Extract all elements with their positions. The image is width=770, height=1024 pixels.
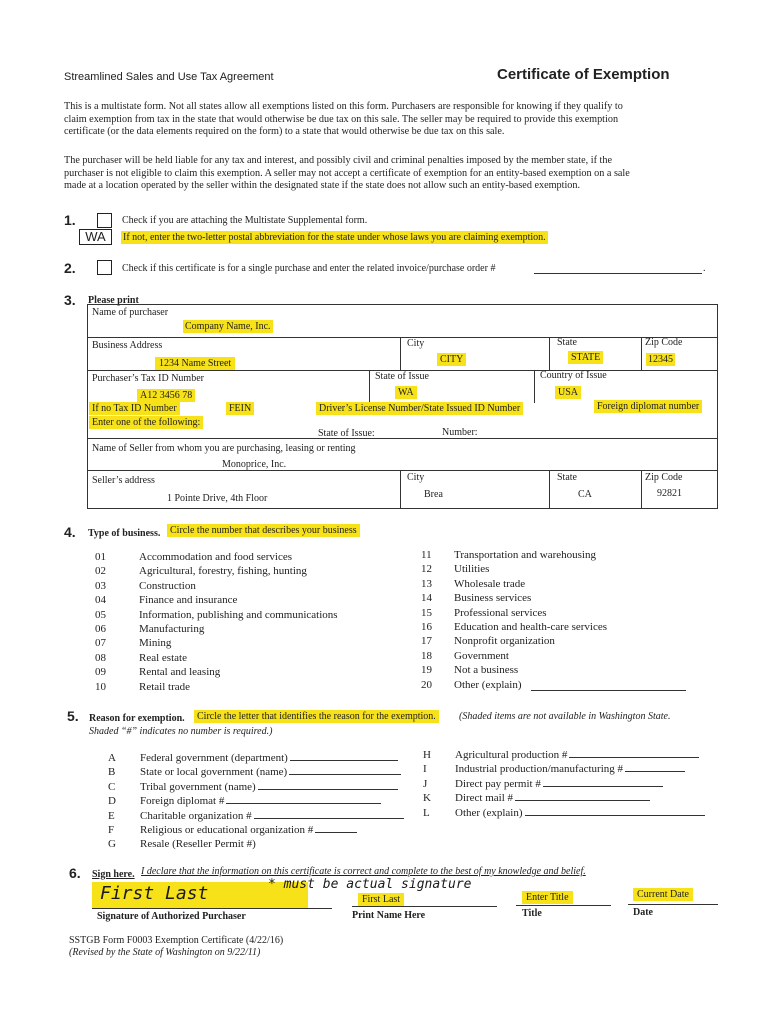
section-4-number: 4. <box>64 524 76 540</box>
declaration-text: I declare that the information on this certificate is correct and complete to the best of my knowledge and belief. <box>141 866 586 877</box>
business-type-code[interactable]: 10 <box>95 680 106 693</box>
signature-note: * must be actual signature <box>268 877 472 892</box>
exemption-reason-code[interactable]: L <box>423 806 430 819</box>
purchaser-name-value[interactable]: Company Name, Inc. <box>185 321 271 332</box>
signature-label: Signature of Authorized Purchaser <box>97 911 246 922</box>
reason-note-2: Shaded “#” indicates no number is required.) <box>89 726 273 737</box>
business-type-name: Mining <box>139 637 172 650</box>
print-name-line <box>352 906 497 907</box>
zip-label: Zip Code <box>645 337 683 348</box>
business-type-name: Finance and insurance <box>139 594 238 607</box>
reason-instruction: Circle the letter that identifies the reason for the exemption. <box>194 710 439 723</box>
exemption-reason-code[interactable]: B <box>108 766 116 779</box>
business-type-item[interactable] <box>421 549 721 563</box>
business-type-item[interactable] <box>95 681 425 695</box>
business-type-code[interactable]: 12 <box>421 563 432 576</box>
exemption-reason-item[interactable] <box>108 781 418 795</box>
state-of-issue-value[interactable]: WA <box>395 386 417 399</box>
business-type-code[interactable]: 18 <box>421 649 432 662</box>
reason-heading: Reason for exemption. <box>89 713 185 724</box>
sign-here-label: Sign here. <box>92 869 135 880</box>
business-type-item[interactable] <box>421 563 721 577</box>
type-of-business-instruction: Circle the number that describes your business <box>167 524 360 537</box>
state-of-issue-label: State of Issue <box>375 371 429 382</box>
exemption-reason-fill-line[interactable] <box>569 757 699 758</box>
exemption-reason-item[interactable] <box>108 810 418 824</box>
business-type-name: Real estate <box>139 651 187 664</box>
state-abbreviation-box[interactable]: WA <box>79 229 112 245</box>
business-address-label: Business Address <box>92 340 163 351</box>
date-label: Date <box>633 907 653 918</box>
business-type-code[interactable]: 01 <box>95 551 106 563</box>
print-name-label: Print Name Here <box>352 910 426 921</box>
business-type-name: Not a business <box>454 664 519 677</box>
exemption-reason-code[interactable]: K <box>423 792 431 805</box>
exemption-reason-name: Tribal government (name) <box>140 781 398 793</box>
business-type-code[interactable]: 02 <box>95 565 106 578</box>
business-type-code[interactable]: 19 <box>421 664 432 677</box>
business-type-name: Other (explain) <box>454 678 522 691</box>
exemption-reason-name: Charitable organization # <box>140 810 404 822</box>
business-type-item[interactable] <box>421 635 721 649</box>
business-address-value[interactable]: 1234 Name Street <box>155 357 235 370</box>
title-label: Title <box>522 908 542 919</box>
business-type-item[interactable] <box>421 621 721 635</box>
no-tax-id-label: If no Tax ID Number <box>89 402 180 415</box>
form-number: SSTGB Form F0003 Exemption Certificate (4/22/16) <box>69 935 284 946</box>
exemption-reason-item[interactable] <box>108 766 418 780</box>
business-type-name: Wholesale trade <box>454 577 526 590</box>
other-explain-line[interactable] <box>531 690 686 691</box>
business-type-name: Utilities <box>454 563 490 576</box>
section-5-number: 5. <box>67 708 79 724</box>
exemption-reason-name: Industrial production/manufacturing # <box>455 763 685 775</box>
intro-paragraph-2: The purchaser will be held liable for any tax and interest, and possibly civil and criminal penalties imposed by the member state, if the purchaser is not eligible to claim this exemption. A seller may not accept a certificate of exemption for an entity-based exemption on a sale made at a location operated by the seller within the designated state if the state does not allow such an entity-based exemption. <box>64 155 630 191</box>
exemption-reason-fill-line[interactable] <box>315 832 357 833</box>
exemption-reason-item[interactable] <box>423 763 723 777</box>
business-type-item[interactable] <box>95 565 425 579</box>
state-label: State <box>557 337 577 348</box>
business-type-code[interactable]: 16 <box>421 620 432 633</box>
revised-note: (Revised by the State of Washington on 9/22/11) <box>69 947 261 958</box>
seller-address-value[interactable]: 1 Pointe Drive, 4th Floor <box>167 493 268 504</box>
exemption-reason-item[interactable] <box>423 792 723 806</box>
business-type-name: Agricultural, forestry, fishing, hunting <box>139 565 307 578</box>
single-purchase-label: Check if this certificate is for a single purchase and enter the related invoice/purchase order # <box>122 263 496 274</box>
exemption-reason-item[interactable] <box>108 838 418 852</box>
exemption-reason-fill-line[interactable] <box>515 800 650 801</box>
business-type-name: Accommodation and food services <box>139 551 293 563</box>
exemption-reason-name: Resale (Reseller Permit #) <box>140 838 256 851</box>
business-type-code[interactable]: 09 <box>95 666 106 679</box>
country-of-issue-label: Country of Issue <box>540 370 607 381</box>
seller-name-label: Name of Seller from whom you are purchasing, leasing or renting <box>92 443 356 454</box>
seller-zip-label: Zip Code <box>645 472 683 483</box>
exemption-reason-name: Religious or educational organization # <box>140 824 357 836</box>
business-type-item[interactable] <box>95 580 425 594</box>
exemption-reason-code[interactable]: H <box>423 749 431 761</box>
reason-note: (Shaded items are not available in Washington State. <box>459 711 671 722</box>
purchaser-name-label: Name of purchaser <box>92 307 169 318</box>
exemption-reason-fill-line[interactable] <box>543 786 663 787</box>
seller-city-value[interactable]: Brea <box>424 489 443 500</box>
business-type-name: Transportation and warehousing <box>454 549 596 561</box>
signature-line <box>92 908 332 909</box>
date-line <box>628 904 718 905</box>
state-value[interactable]: STATE <box>568 351 603 364</box>
exemption-reasons-right <box>423 749 723 821</box>
number-label: Number: <box>442 427 478 438</box>
exemption-reason-code[interactable]: D <box>108 795 116 808</box>
business-type-name: Rental and leasing <box>139 666 221 679</box>
exemption-reason-name: Agricultural production # <box>455 749 699 761</box>
business-type-item[interactable] <box>421 592 721 606</box>
exemption-reason-name: Other (explain) <box>455 807 705 819</box>
single-purchase-checkbox[interactable] <box>97 260 112 275</box>
business-types-right <box>421 549 721 693</box>
city-value[interactable]: CITY <box>437 353 466 366</box>
seller-name-value[interactable]: Monoprice, Inc. <box>222 459 287 470</box>
seller-zip-value[interactable]: 92821 <box>657 488 682 499</box>
business-type-name: Manufacturing <box>139 622 205 635</box>
title-value[interactable]: Enter Title <box>522 891 573 904</box>
business-type-code[interactable]: 14 <box>421 592 432 605</box>
exemption-reason-item[interactable] <box>108 795 418 809</box>
exemption-reason-name: Direct mail # <box>455 792 650 804</box>
business-type-code[interactable]: 03 <box>95 579 106 592</box>
business-type-item[interactable] <box>421 607 721 621</box>
business-type-name: Professional services <box>454 606 547 619</box>
exemption-reason-item[interactable] <box>108 824 418 838</box>
exemption-reason-code[interactable]: F <box>108 823 115 836</box>
business-type-name: Construction <box>139 579 196 592</box>
intro-paragraph-1: This is a multistate form. Not all states allow all exemptions listed on this form. Purchasers are responsible for knowing if they qualify to claim exemption from tax in the state that would otherwise be due tax on this sale. The seller may be required to provide this exemption certificate (or the data elements required on the form) to a state that would otherwise be due tax on this sale. <box>64 101 623 137</box>
business-type-item[interactable] <box>95 609 425 623</box>
business-type-code[interactable]: 05 <box>95 608 106 621</box>
section-2-number: 2. <box>64 260 76 276</box>
exemption-reason-fill-line[interactable] <box>289 774 401 775</box>
exemption-reason-fill-line[interactable] <box>258 789 398 790</box>
business-type-code[interactable]: 15 <box>421 606 432 619</box>
exemption-reason-code[interactable]: E <box>108 809 115 822</box>
exemption-reason-fill-line[interactable] <box>525 815 705 816</box>
business-type-name: Business services <box>454 592 532 605</box>
tax-id-value[interactable]: A12 3456 78 <box>137 389 195 402</box>
business-type-name: Education and health-care services <box>454 620 608 633</box>
please-print-heading: Please print <box>88 295 139 306</box>
exemption-reason-code[interactable]: I <box>423 763 427 776</box>
enter-one-label: Enter one of the following: <box>89 416 203 429</box>
exemption-reason-fill-line[interactable] <box>290 760 398 761</box>
exemption-reason-fill-line[interactable] <box>625 771 685 772</box>
business-type-item[interactable] <box>95 623 425 637</box>
title-line <box>516 905 611 906</box>
exemption-reason-name: State or local government (name) <box>140 766 401 778</box>
business-type-name: Information, publishing and communications <box>139 608 338 621</box>
exemption-reason-item[interactable] <box>423 778 723 792</box>
business-type-name: Government <box>454 649 509 662</box>
business-type-code[interactable]: 17 <box>421 635 432 648</box>
state-of-issue-2-label: State of Issue: <box>318 428 375 439</box>
agreement-name: Streamlined Sales and Use Tax Agreement <box>64 71 274 83</box>
exemption-reason-code[interactable]: A <box>108 752 116 764</box>
business-type-code[interactable]: 13 <box>421 577 432 590</box>
seller-address-label: Seller’s address <box>92 475 155 486</box>
business-type-item[interactable] <box>421 664 721 678</box>
exemption-reason-name: Federal government (department) <box>140 752 398 764</box>
section-1-number: 1. <box>64 212 76 228</box>
business-type-item[interactable] <box>95 551 425 565</box>
exemption-reason-name: Direct pay permit # <box>455 778 663 790</box>
exemption-reason-item[interactable] <box>108 752 418 766</box>
zip-value[interactable]: 12345 <box>648 354 673 365</box>
exemption-reason-code[interactable]: J <box>423 777 428 790</box>
supplemental-label: Check if you are attaching the Multistate Supplemental form. <box>122 215 368 226</box>
exemption-reason-code[interactable]: G <box>108 838 116 851</box>
business-type-item[interactable] <box>421 578 721 592</box>
section-3-number: 3. <box>64 292 76 308</box>
business-type-item[interactable] <box>421 650 721 664</box>
business-types-left <box>95 551 425 695</box>
exemption-reason-fill-line[interactable] <box>254 818 404 819</box>
exemption-reason-item[interactable] <box>423 807 723 821</box>
supplemental-checkbox[interactable] <box>97 213 112 228</box>
business-type-item[interactable] <box>95 594 425 608</box>
tax-id-label: Purchaser’s Tax ID Number <box>92 373 204 384</box>
signature-field[interactable]: First Last <box>100 883 209 904</box>
country-of-issue-value[interactable]: USA <box>555 386 581 399</box>
seller-state-label: State <box>557 472 577 483</box>
city-label: City <box>407 338 425 349</box>
business-type-name: Nonprofit organization <box>454 635 555 648</box>
business-type-name: Retail trade <box>139 680 191 693</box>
exemption-reason-fill-line[interactable] <box>226 803 381 804</box>
print-name-value[interactable]: First Last <box>358 893 404 906</box>
form-title: Certificate of Exemption <box>497 66 670 83</box>
section-6-number: 6. <box>69 865 81 881</box>
business-type-item[interactable] <box>95 637 425 651</box>
state-abbreviation-label: If not, enter the two-letter postal abbreviation for the state under whose laws you are claiming exemption. <box>123 232 546 243</box>
exemption-reasons-left <box>108 752 418 853</box>
type-of-business-heading: Type of business. <box>88 528 161 539</box>
exemption-reason-item[interactable] <box>423 749 723 763</box>
business-type-code[interactable]: 11 <box>421 549 432 561</box>
business-type-item[interactable] <box>95 666 425 680</box>
business-type-code[interactable]: 04 <box>95 594 106 607</box>
date-value[interactable]: Current Date <box>633 888 693 901</box>
business-type-code[interactable]: 20 <box>421 678 432 691</box>
business-type-code[interactable]: 06 <box>95 622 106 635</box>
business-type-code[interactable]: 07 <box>95 637 106 650</box>
seller-state-value[interactable]: CA <box>578 489 592 500</box>
exemption-reason-code[interactable]: C <box>108 780 116 793</box>
business-type-item[interactable] <box>95 652 425 666</box>
business-type-code[interactable]: 08 <box>95 651 106 664</box>
fein-option[interactable]: FEIN <box>226 402 254 415</box>
drivers-license-option[interactable]: Driver’s License Number/State Issued ID Number <box>316 402 523 415</box>
exemption-reason-name: Foreign diplomat # <box>140 795 381 807</box>
invoice-number-line[interactable] <box>534 273 702 274</box>
foreign-diplomat-option[interactable]: Foreign diplomat number <box>594 400 702 413</box>
seller-city-label: City <box>407 472 425 483</box>
